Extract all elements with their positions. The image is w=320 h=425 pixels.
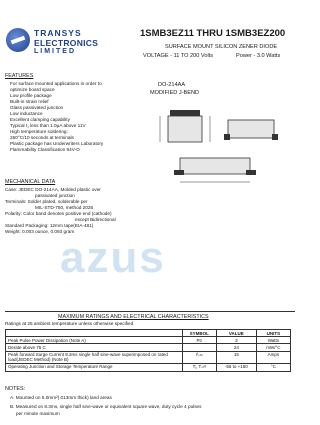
table-row: [6, 351, 291, 363]
feature-item: High temperature soldering:: [10, 129, 68, 134]
mechanical-heading: MECHANICAL DATA: [5, 179, 56, 185]
feature-item: Plastic package has Underwriters Laboratory: [10, 141, 104, 146]
subtitle: SURFACE MOUNT SILICON ZENER DIODE: [165, 44, 278, 50]
table-cell: Iᶠₛₘ: [182, 351, 216, 363]
table-header: UNITS: [256, 330, 290, 337]
table-row: [6, 363, 291, 371]
company-logo: [6, 26, 99, 66]
feature-item: Built-in strain relief: [10, 99, 49, 104]
package-outline-drawing: [140, 100, 290, 190]
table-header-row: [6, 330, 291, 337]
table-cell: Derate above 75 C: [6, 344, 183, 351]
table-cell: Operating Junction and Storage Temperature Range: [6, 363, 183, 371]
feature-item: Flammability Classification 94V-O: [10, 147, 80, 152]
table-header: SYMBOL: [182, 330, 216, 337]
feature-item: 260°C/10 seconds at terminals: [10, 135, 74, 140]
package-diagram: [140, 100, 290, 190]
table-cell: Peak forward Surge Current 8.3ms single half sine-wave superimposed on rated load(JEDEC Method) (Note B): [6, 351, 183, 363]
feature-item: Low inductance: [10, 111, 43, 116]
table-cell: Pᴅ: [182, 337, 216, 344]
logo-icon: [6, 28, 30, 52]
table-header: [6, 330, 183, 337]
features-list: [10, 81, 103, 153]
table-cell: 24: [216, 344, 256, 351]
feature-item: optimize board space: [10, 87, 55, 92]
table-cell: 3: [216, 337, 256, 344]
logo-line-3: LIMITED: [34, 48, 76, 55]
feature-item: Excellent clamping capability: [10, 117, 70, 122]
voltage-range: VOLTAGE - 11 TO 200 Volts: [143, 53, 214, 59]
mech-item: MIL-STD-750, method 2026: [35, 205, 94, 210]
mech-item: Terminals: Solder plated, solderable per: [5, 199, 88, 204]
power-rating: Power - 3.0 Watts: [236, 53, 281, 59]
table-cell: Amps: [256, 351, 290, 363]
note-item: per minute maximum: [16, 411, 60, 416]
note-item: B. Measured on 8.3ms, single half sine-wave or equivalent square wave, duty cycle 4 pulses: [10, 404, 202, 409]
ratings-table: [5, 329, 291, 372]
logo-line-1: TRANSYS: [34, 28, 82, 38]
table-cell: 15: [216, 351, 256, 363]
table-row: [6, 337, 291, 344]
table-cell: mW/°C: [256, 344, 290, 351]
logo-line-2: ELECTRONICS: [34, 38, 99, 48]
mech-item: Weight: 0.003 ounce, 0.093 gram: [5, 229, 75, 234]
feature-item: Typical I₁ less than 1.0μA above 11V: [10, 123, 86, 128]
mech-item: passivated junction: [35, 193, 75, 198]
table-cell: Tⱼ, Tₛₜᵍ: [182, 363, 216, 371]
svg-text:azus: azus: [60, 233, 166, 282]
mech-item: Case: JEDEC DO-214AA, Molded plastic over: [5, 187, 101, 192]
package-name: MODIFIED J-BEND: [150, 90, 200, 96]
feature-item: For surface mounted applications in order to: [10, 81, 102, 86]
table-cell: °C: [256, 363, 290, 371]
table-header: VALUE: [216, 330, 256, 337]
ratings-heading: MAXIMUM RATINGS AND ELECTRICAL CHARACTERISTICS: [58, 314, 209, 320]
section-divider: [5, 311, 295, 312]
note-item: A. Mounted on 5.0mm²(.013mm thick) land areas: [10, 395, 112, 400]
feature-item: Glass passivated junction: [10, 105, 64, 110]
table-cell: Watts: [256, 337, 290, 344]
table-cell: -55 to +150: [216, 363, 256, 371]
mech-item: Polarity: Color band denotes positive end (cathode): [5, 211, 112, 216]
notes-heading: NOTES:: [5, 386, 26, 392]
ratings-note: Ratings at 25 ambient temperature unless otherwise specified.: [5, 321, 135, 326]
feature-item: Low profile package: [10, 93, 52, 98]
mechanical-list: [5, 187, 116, 235]
table-cell: [182, 344, 216, 351]
features-heading: FEATURES: [5, 73, 34, 79]
page-title: 1SMB3EZ11 THRU 1SMB3EZ200: [140, 28, 286, 39]
mech-item: except Bidirectional: [75, 217, 116, 222]
table-row: [6, 344, 291, 351]
mech-item: Standard Packaging: 12mm tape(EIA-481): [5, 223, 94, 228]
package-code: DO-214AA: [158, 82, 186, 88]
table-cell: Peak Pulse Power Dissipation (Note A): [6, 337, 183, 344]
watermark: [60, 232, 230, 293]
